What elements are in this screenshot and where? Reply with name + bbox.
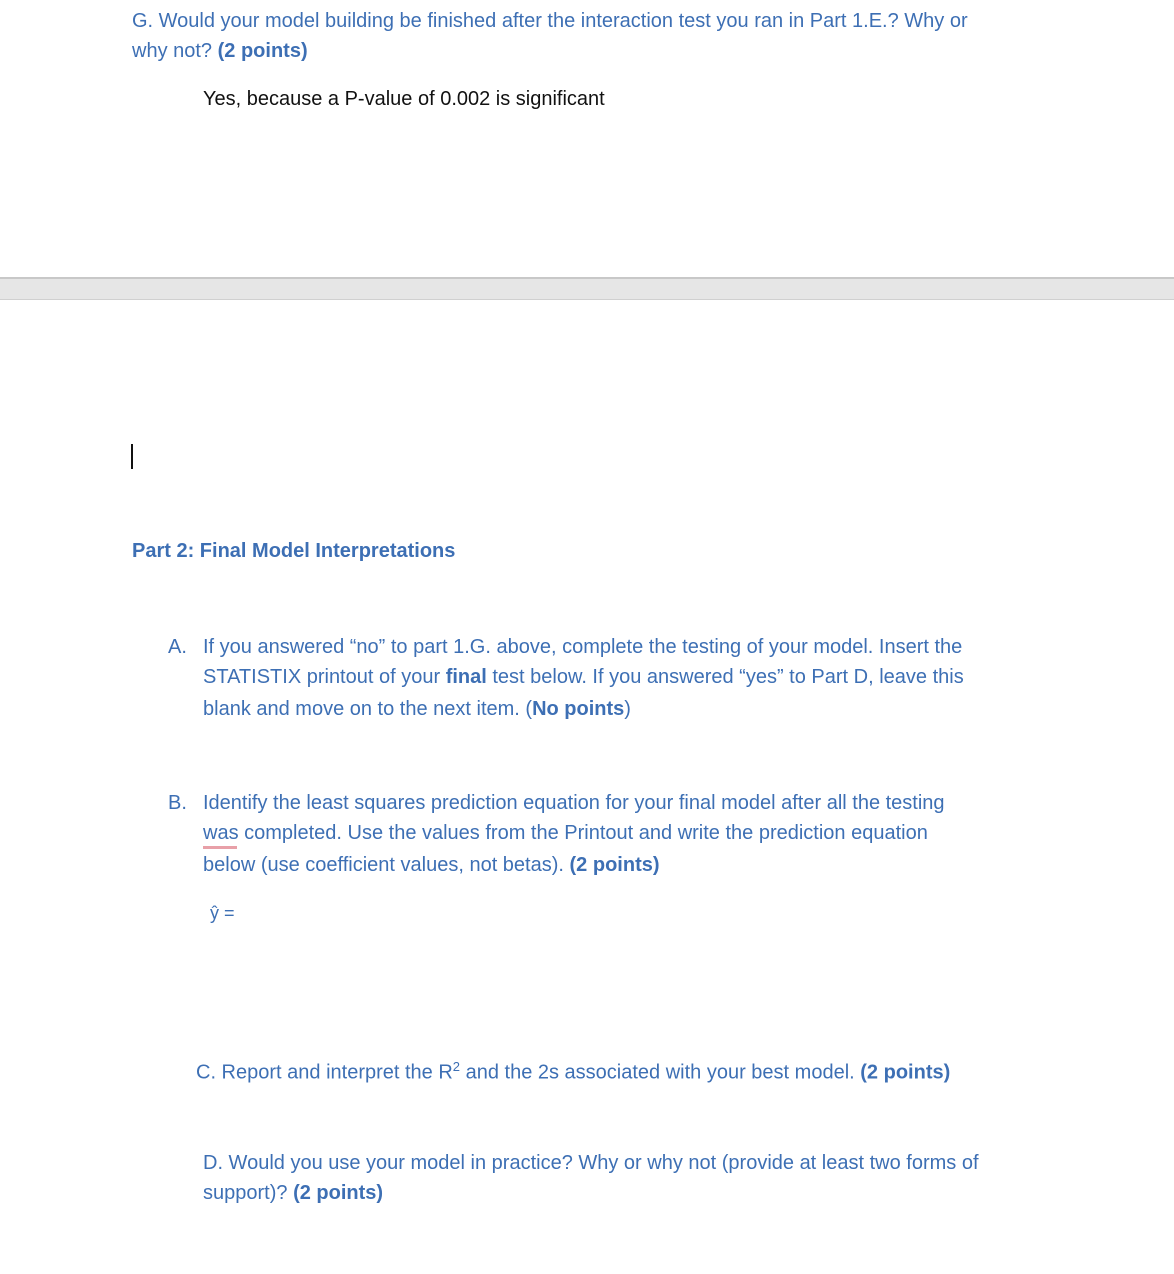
- item-c-text-post: and the 2s associated with your best model.: [460, 1061, 861, 1084]
- item-a-line-2-post: test below. If you answered “yes” to Part D, leave this: [486, 666, 964, 688]
- part-2-heading: Part 2: Final Model Interpretations: [132, 540, 456, 562]
- item-b-points: (2 points): [569, 854, 660, 876]
- item-a-marker: A.: [168, 636, 187, 658]
- question-g-points: (2 points): [217, 40, 308, 62]
- item-b-line-1: Identify the least squares prediction equation for your final model after all the testing: [203, 792, 945, 814]
- item-d-text: support)?: [203, 1182, 294, 1204]
- item-d-line-2: [203, 1178, 383, 1208]
- item-c-line: [196, 1052, 950, 1088]
- item-b-line-2: was completed. Use the values from the Printout and write the prediction equation: [203, 822, 928, 844]
- question-g-line-1: G. Would your model building be finished after the interaction test you ran in Part 1.E.? Why or: [132, 10, 968, 32]
- item-d-points: (2 points): [293, 1182, 384, 1204]
- text-cursor: [131, 444, 133, 469]
- item-a-line-3-post: ): [624, 698, 631, 720]
- item-b-marker: B.: [168, 792, 187, 814]
- item-a-line-3-bold: No points: [532, 698, 625, 720]
- item-a-line-2: [203, 662, 964, 692]
- question-g-line-2: [132, 36, 308, 66]
- page-break: [0, 277, 1174, 300]
- item-b-line-3-text: below (use coefficient values, not betas).: [203, 854, 570, 876]
- item-a-line-1: If you answered “no” to part 1.G. above, complete the testing of your model. Insert the: [203, 636, 963, 658]
- question-g-answer: Yes, because a P-value of 0.002 is significant: [203, 88, 605, 110]
- question-g-text: why not?: [132, 40, 218, 62]
- item-b-line-3: [203, 850, 660, 880]
- item-a-line-2-pre: STATISTIX printout of your: [203, 666, 446, 688]
- prediction-equation-label: ŷ =: [210, 903, 235, 923]
- spellcheck-underline: [203, 846, 237, 849]
- item-c-text-pre: C. Report and interpret the R: [196, 1061, 453, 1084]
- item-a-line-3: [203, 694, 631, 724]
- item-a-line-3-pre: blank and move on to the next item. (: [203, 698, 533, 720]
- item-d-line-1: D. Would you use your model in practice? Why or why not (provide at least two forms of: [203, 1152, 979, 1174]
- item-c-points: (2 points): [860, 1061, 951, 1084]
- item-c-superscript: 2: [452, 1059, 461, 1074]
- item-a-line-2-bold: final: [445, 666, 487, 688]
